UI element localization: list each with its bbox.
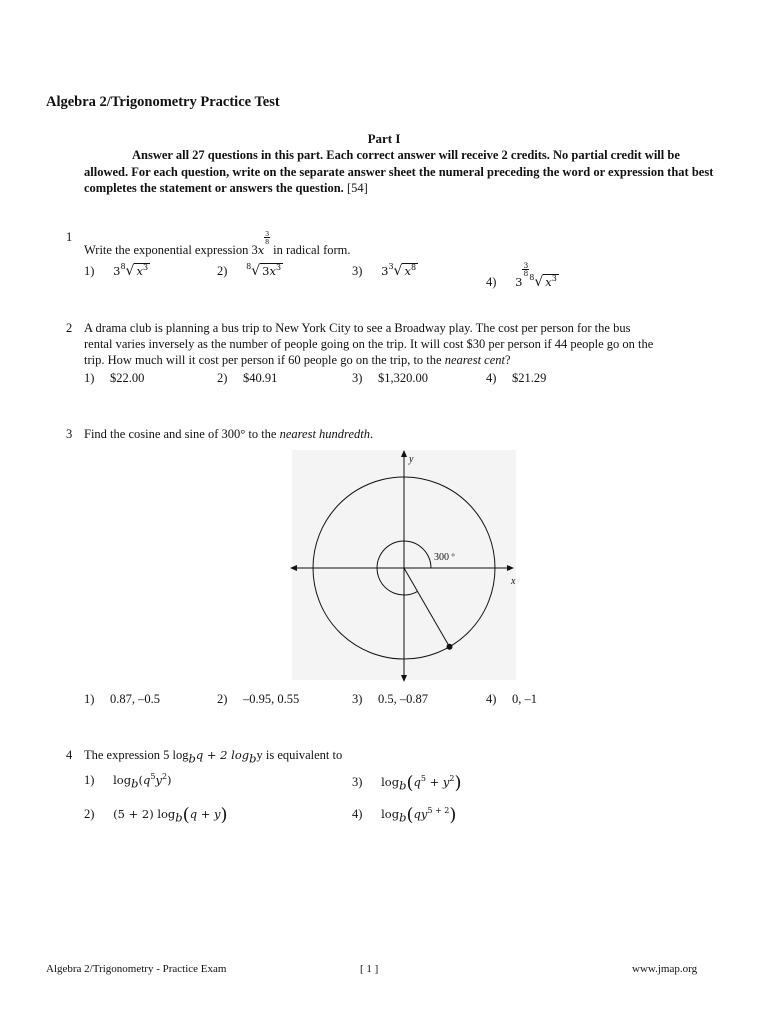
footer-link[interactable]: www.jmap.org xyxy=(632,963,698,975)
question-2: 2 xyxy=(66,321,73,335)
part-heading: Part I xyxy=(367,131,401,146)
question-4: 4 xyxy=(66,748,73,762)
angle-label: 300 º xyxy=(434,552,455,563)
choice-1-3: 3) $3^3√$ $x^8$ xyxy=(352,262,417,279)
terminal-point xyxy=(447,644,453,650)
choice-4-3: 3) $\log_b(q^5 + y^2)$ xyxy=(352,772,462,793)
question-2-line3: trip. How much will it cost per person if 60 people go on the trip, to the nearest cent? xyxy=(84,353,511,367)
question-1 xyxy=(66,230,80,246)
question-3-prompt: Find the cosine and sine of 300° to the nearest hundredth. xyxy=(84,427,374,441)
choice-1-4: 4) 3 $\frac{3}{8}$ $^8$√ $x^3$ xyxy=(486,261,557,290)
choice-math: $3^8√$ $x^3$ xyxy=(113,262,149,279)
choice-4-2: 2) (5 + 2) $\log_b(q + y)$ xyxy=(84,804,228,825)
page-title: Algebra 2/Trigonometry Practice Test xyxy=(46,94,280,110)
instructions xyxy=(84,147,724,197)
question-4-prompt: The expression 5 $\log_bq + 2$ $\log_by$ is equivalent to xyxy=(84,748,343,766)
choice-4-1: 1) $\log_b(q^5y^2)$ xyxy=(84,772,172,791)
question-2-line2: rental varies inversely as the number of people going on the trip. It will cost $30 per person if 44 people go on the xyxy=(84,337,654,351)
x-axis-label: x xyxy=(511,576,516,587)
question-number: 1 xyxy=(66,230,73,244)
question-1-prompt: Write the exponential expression 3x $\frac{3}{8}$ in radical form. xyxy=(84,229,351,257)
choice-2-2: 2) $40.91 xyxy=(217,371,278,385)
instructions-credit: [54] xyxy=(346,181,368,195)
question-2-line1: A drama club is planning a bus trip to New York City to see a Broadway play. The cost per person for the bus xyxy=(84,321,631,335)
y-axis-label: y xyxy=(409,454,414,465)
choice-2-1: 1) $22.00 xyxy=(84,371,145,385)
choice-1-1: 1) $3^8√$ $x^3$ xyxy=(84,262,149,279)
choice-2-3: 3) $1,320.00 xyxy=(352,371,428,385)
footer-page-number: [ 1 ] xyxy=(360,963,379,975)
instructions-text: Answer all 27 questions in this part. Each correct answer will receive 2 credits. No partial credit will be allowed. For each question, write on the separate answer sheet the numeral preceding the word or expression that best completes the statement or answers the question. xyxy=(84,148,714,195)
choice-2-4: 4) $21.29 xyxy=(486,371,547,385)
choice-1-2: 2) $^8$√ $3x^3$ xyxy=(217,262,282,279)
choice-3-1: 1) 0.87, –0.5 xyxy=(84,692,160,706)
choice-3-4: 4) 0, –1 xyxy=(486,692,537,706)
footer-left: Algebra 2/Trigonometry - Practice Exam xyxy=(46,963,227,975)
choice-3-2: 2) –0.95, 0.55 xyxy=(217,692,300,706)
choice-3-3: 3) 0.5, –0.87 xyxy=(352,692,428,706)
question-3: 3 xyxy=(66,427,73,441)
unit-circle-diagram xyxy=(288,448,520,684)
choice-4-4: 4) $\log_b(qy^{5 + 2})$ xyxy=(352,804,457,825)
